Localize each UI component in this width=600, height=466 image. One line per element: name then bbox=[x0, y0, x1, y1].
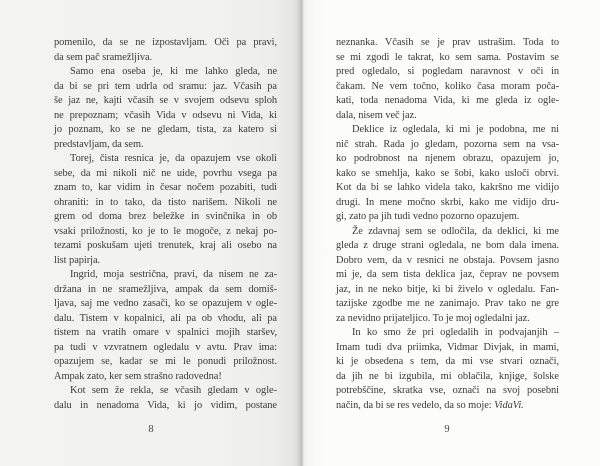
text-line: In ko smo že pri ogledalih in podvajanjih – bbox=[352, 327, 559, 338]
text-line: Kot sem že rekla, se včasih gledam v ogle- bbox=[70, 385, 277, 396]
text-line: opazujem se, kadar se mi le ponudi priložnost. bbox=[54, 356, 277, 367]
text-line: kati, toda nenadoma Vida, ki me gleda iz ogle- bbox=[336, 95, 559, 106]
text-line: Ampak zato, ker sem strašno radovedna! bbox=[54, 370, 222, 382]
text-line: jo poznam, ko se ne gledam, tista, za katero si bbox=[54, 124, 277, 135]
right-page-text-column bbox=[336, 36, 559, 413]
text-line: dala, nisem več jaz. bbox=[336, 109, 417, 121]
text-line: Deklice iz ogledala, ki mi je podobna, me ni bbox=[352, 124, 559, 135]
text-line: jaz, in ne neko bitje, ki bi živelo v ogledalu. Fan- bbox=[336, 283, 559, 295]
text-line: znam to, kar vidim in česar nočem pozabiti, tudi bbox=[54, 182, 277, 193]
text-line: držana in ne sramežljiva, ampak da sem domiš- bbox=[54, 283, 277, 295]
text-line: gi, zato pa jih tudi vedno pozorno opazujem. bbox=[336, 211, 520, 222]
text-line: pomenilo, da se ne izpostavljam. Oči pa pravi, bbox=[54, 37, 277, 48]
text-line: drugi. In mene močno skrbi, kako me vidijo dru- bbox=[336, 196, 559, 208]
right-page bbox=[302, 0, 600, 466]
text-line: tezami poskušam ujeti trenutek, kraj ali osebo na bbox=[54, 240, 277, 251]
text-line: da bi se pri tem udrla od sramu: jaz. Včasih pa bbox=[54, 80, 277, 92]
text-line: vsaki priložnosti, ko je to le mogoče, z nekaj po- bbox=[54, 225, 277, 237]
text-line: neznanka. Včasih se je prav ustrašim. Toda to bbox=[336, 37, 559, 48]
text-line: čakam. Ne vem točno, koliko časa moram poča- bbox=[336, 80, 559, 92]
right-page-number: 9 bbox=[444, 424, 450, 435]
text-line: predstavljam, da sem. bbox=[54, 138, 144, 150]
text-line: potrebščine, skratka vse, označi na svoj posebni bbox=[336, 385, 559, 396]
text-line: Dobro vem, da v resnici ne obstaja. Povsem jasno bbox=[336, 254, 559, 266]
text-line: za nevidno prijateljico. To je moj ogledalni jaz. bbox=[336, 312, 530, 324]
left-page-number: 8 bbox=[148, 424, 154, 435]
text-line: še jaz ne, kajti včasih se v svojem odsevu sploh bbox=[54, 95, 277, 106]
text-line: sebe, da mi nikoli nič ne uide, povrhu vsega pa bbox=[54, 167, 277, 179]
text-line: ko podrobnost na njenem obrazu, opazujem jo, bbox=[336, 153, 559, 164]
text-line: grem od doma brez beležke in svinčnika in ob bbox=[54, 211, 277, 222]
text-line: Ingrid, moja sestrična, pravi, da nisem ne za- bbox=[70, 269, 277, 280]
text-line: način, da bi se res vedelo, da so moje: VidaVi. bbox=[336, 399, 524, 411]
text-line: kako se smehlja, kako se šobi, kako usloči obrvi. bbox=[336, 167, 559, 179]
text-line: dalu in nenadoma Vida, ki jo vidim, postane bbox=[54, 399, 277, 411]
text-line: pred ogledalo, si pogledam naravnost v oči in bbox=[336, 66, 559, 77]
text-line: se mi zgodi le takrat, ko sem sama. Postavim se bbox=[336, 51, 559, 63]
text-line: dalu. Tistem v kopalnici, ali pa ob vhodu, ali pa bbox=[54, 312, 277, 324]
text-line: Imam tudi dva priimka, Vidmar Divjak, in mami, bbox=[336, 341, 559, 353]
text-line: Kot da bi se lahko videla tako, kakršno me vidijo bbox=[336, 182, 559, 193]
text-line: Samo ena oseba je, ki me lahko gleda, ne bbox=[70, 66, 277, 77]
text-line: Torej, čista resnica je, da opazujem vse okoli bbox=[70, 153, 277, 164]
text-line: gleda z druge strani ogledala, ne bom dala imena. bbox=[336, 240, 559, 251]
text-line: mi je, da sem tista deklica jaz, čeprav ne povsem bbox=[336, 269, 559, 280]
text-line: da sem pač sramežljiva. bbox=[54, 51, 153, 63]
text-line: ne prepoznam; včasih Vida v odsevu ni Vida, ki bbox=[54, 109, 277, 121]
text-line: ohraniti: in to tako, da tisto narišem. Nikoli ne bbox=[54, 196, 277, 208]
text-line: da jih ne bi izgubila, mi oblačila, knjige, šolske bbox=[336, 370, 559, 382]
italic-text: VidaVi. bbox=[494, 399, 524, 411]
text-line: ki je obsedena s tem, da mi vse stvari označi, bbox=[336, 356, 559, 367]
text-line: tazijske zgodbe me ne zanimajo. Prav tako ne gre bbox=[336, 298, 559, 309]
text-line: ljava, saj me vedno zasači, ko se opazujem v ogle- bbox=[54, 298, 277, 309]
text-line: pa tudi v vzvratnem ogledalu v avtu. Prav ima: bbox=[54, 341, 277, 353]
text-line: tistem na vratih omare v spalnici mojih staršev, bbox=[54, 327, 277, 338]
text-line: list papirja. bbox=[54, 254, 101, 266]
left-page-text-column bbox=[54, 36, 277, 413]
text-line: nič strah. Rada jo gledam, pozorna sem na vsa- bbox=[336, 138, 559, 150]
text-line: Že zdavnaj sem se odločila, da deklici, ki me bbox=[352, 225, 559, 237]
